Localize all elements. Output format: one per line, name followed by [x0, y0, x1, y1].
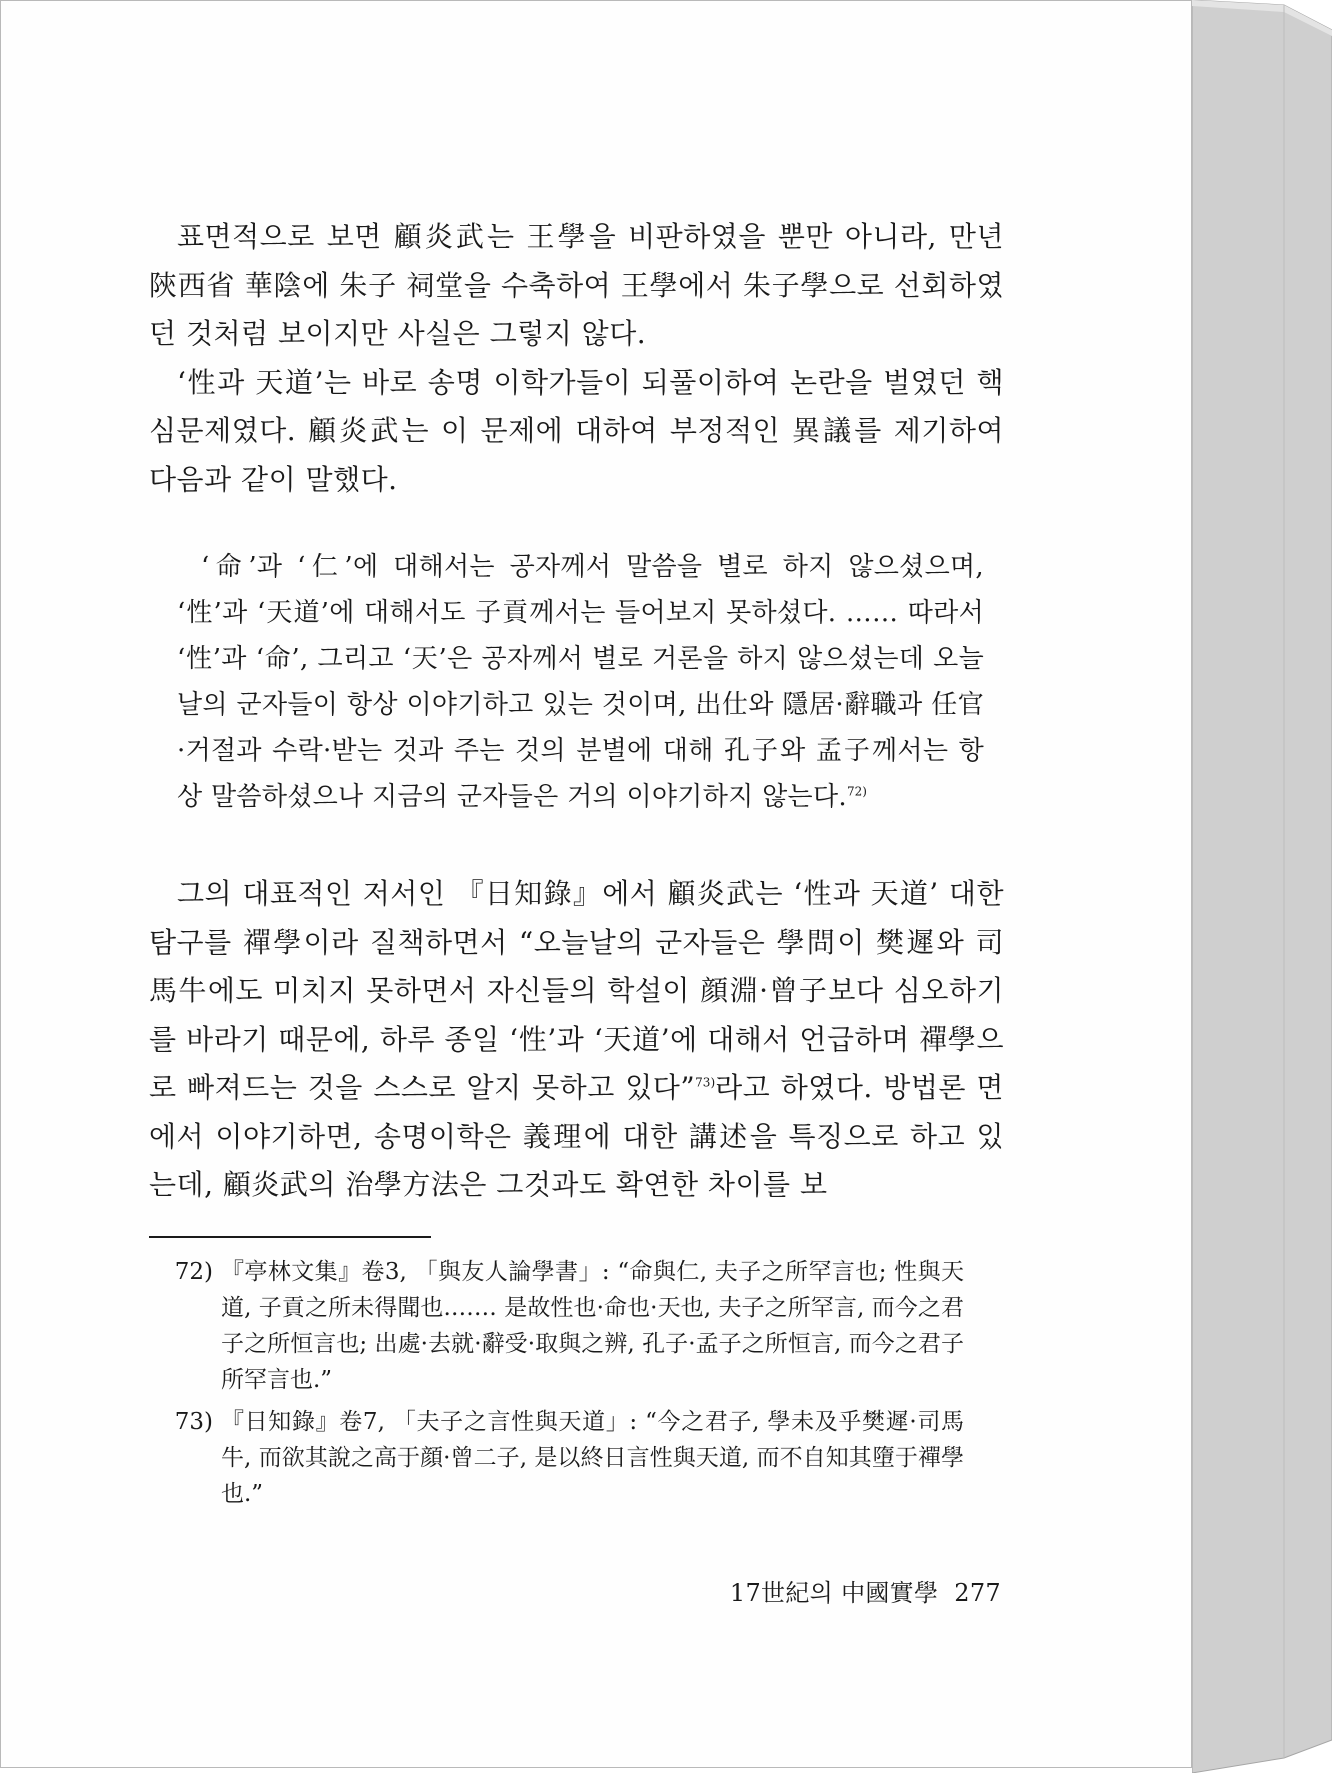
footnote-text: 『亭林文集』卷3, 「與友人論學書」: “命與仁, 夫子之所罕言也; 性與天道, 子貢之所未得聞也.…… 是故性也·命也·天也, 夫子之所罕言, 而今之君子之所恒言也; 出處·去就·辭受·取與之辨, 孔子·孟子之所恒言, 而今之君子所罕言也.”: [221, 1258, 964, 1393]
book-edge-graphic: [1192, 0, 1332, 1773]
footnote-73: [149, 1404, 1004, 1512]
running-footer: [730, 1573, 1001, 1608]
page-number: 277: [954, 1579, 1001, 1607]
paragraph-3-part-2: 라고 하였다. 방법론 면에서 이야기하면, 송명이학은 義理에 대한 講述을 특징으로 하고 있는데, 顧炎武의 治學方法은 그것과도 확연한 차이를 보: [149, 1071, 1004, 1201]
block-quote: [177, 544, 984, 820]
footnote-number: 73): [174, 1408, 213, 1435]
running-title: 17世紀의 中國實學: [729, 1579, 939, 1607]
paragraph-3-part-1: 그의 대표적인 저서인 『日知錄』에서 顧炎武는 ‘性과 天道’ 대한 탐구를 禪學이라 질책하면서 “오늘날의 군자들은 學問이 樊遲와 司馬牛에도 미치지 못하면서 자신들의 학설이 顔淵·曾子보다 심오하기를 바라기 때문에, 하루 종일 ‘性’과 ‘天道’에 대해서 언급하며 禪學으로 빠져드는 것을 스스로 알지 못하고 있다”: [149, 877, 1004, 1104]
footnote-text: 『日知錄』卷7, 「夫子之言性與天道」: “今之君子, 學未及乎樊遲·司馬牛, 而欲其說之高于顔·曾二子, 是以終日言性與天道, 而不自知其墮于禪學也.”: [221, 1408, 964, 1507]
footnote-divider: [149, 1236, 431, 1238]
footnote-number: 72): [174, 1258, 213, 1285]
paragraph-3: [149, 870, 1004, 1210]
page-content: [149, 213, 1004, 1518]
paragraph-2: ‘性과 天道’는 바로 송명 이학가들이 되풀이하여 논란을 벌였던 핵심문제였다. 顧炎武는 이 문제에 대하여 부정적인 異議를 제기하여 다음과 같이 말했다.: [149, 365, 1004, 496]
block-quote-text: ‘命’과 ‘仁’에 대해서는 공자께서 말씀을 별로 하지 않으셨으며, ‘性’과 ‘天道’에 대해서도 子貢께서는 들어보지 못하셨다. …… 따라서 ‘性’과 ‘命’, 그리고 ‘天’은 공자께서 별로 거론을 하지 않으셨는데 오늘날의 군자들이 항상 이야기하고 있는 것이며, 出仕와 隱居·辭職과 任官·거절과 수락·받는 것과 주는 것의 분별에 대해 孔子와 孟子께서는 항상 말씀하셨으나 지금의 군자들은 거의 이야기하지 않는다.: [177, 552, 984, 812]
footnote-72: [149, 1254, 1004, 1398]
paragraph-1: 표면적으로 보면 顧炎武는 王學을 비판하였을 뿐만 아니라, 만년 陝西省 華陰에 朱子 祠堂을 수축하여 王學에서 朱子學으로 선회하였던 것처럼 보이지만 사실은 그렇지 않다.: [149, 220, 1004, 350]
footnotes: [149, 1254, 1004, 1512]
footnote-ref-73: 73): [695, 1075, 716, 1090]
book-spine-edge: [1192, 0, 1332, 1773]
footnote-ref-72: 72): [846, 784, 867, 799]
